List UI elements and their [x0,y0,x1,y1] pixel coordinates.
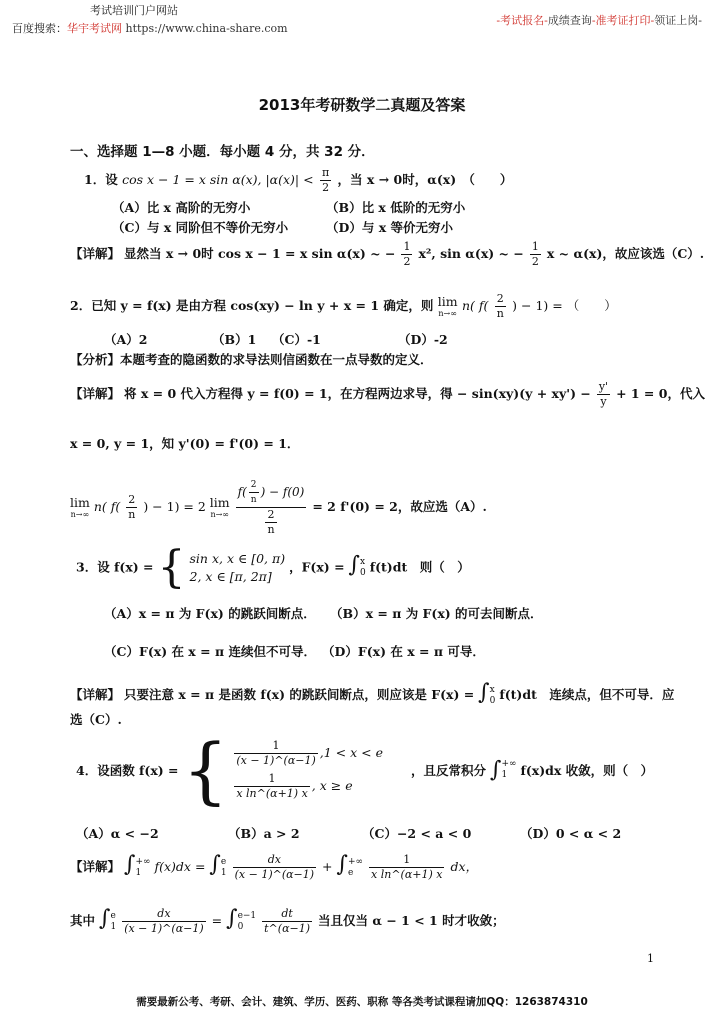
q3-option-a: （A）x = π 为 F(x) 的跳跃间断点． [104,606,316,621]
header-nav [496,12,702,28]
q2-stem: 2．已知 y = f(x) 是由方程 cos(xy) − ln y + x = 1 确定，则 lim n→∞ n( f( $\frac{2}{n}$ ) − 1) = （ ） [70,292,617,320]
q4-detail-where: 其中 ∫ e 1 $\frac{dx}{(x - 1)\^{}(\alpha-1)}$ = ∫ e−1 0 $\frac{dt}{t\^{}(\alpha-1)}$ 当且仅当 α − 1 < 1 时才收敛； [70,906,505,935]
q4-detail: 【详解】 ∫ +∞ 1 f(x)dx = ∫ e 1 $\frac{dx}{(x - 1)\^{}(\alpha-1)}$ + ∫ +∞ e $\frac{1}{\text{x ln\textasciicircum{}(α+1) x}}$ dx， [70,852,479,881]
q4-stem: 4．设函数 f(x) = { $\frac{1}{(x - 1)\^{}(\alpha-1)}$ ,1 < x < e $\frac{1}{\text{x ln\textasciicircum{}(α+1) x}}$ , x ≥ e ，且反常积分 ∫ +∞ 1 f(x)dx 收敛，则（ ） [76,728,654,812]
q2-option-d: （D）-2 [398,332,448,347]
q1-stem: 1．设 cos x − 1 = x sin α(x), |α(x)| < $\frac{\pi}{2}$ ，当 x → 0时，α(x) （ ） [84,166,513,194]
q2-detail: 【详解】 将 x = 0 代入方程得 y = f(0) = 1，在方程两边求导，得 − sin(xy)(y + xy') − $\frac{y'}{y}$ + 1 = 0，代入 [70,380,705,408]
nav-certificate[interactable]: 领证上岗- [654,14,702,27]
page-title: 2013年考研数学二真题及答案 [258,96,466,114]
q3-option-d: （D）F(x) 在 x = π 可导． [322,644,485,659]
brand-link[interactable]: 华宇考试网 [67,22,122,35]
section-heading: 一、选择题 1—8 小题．每小题 4 分，共 32 分． [70,144,375,160]
q4-option-a: （A）α < −2 [76,826,159,841]
nav-admission-print[interactable]: -准考证打印- [591,14,655,27]
q2-option-a: （A）2 [104,332,148,347]
page-number: 1 [647,952,654,965]
q3-stem: 3．设 f(x) = { sin x, x ∈ [0, π) 2, x ∈ [π, 2π] ，F(x) = ∫ x 0 f(t)dt 则（ ） [76,542,470,593]
site-url[interactable]: https://www.china-share.com [125,22,288,35]
header-search-line [12,20,288,36]
footer-notice: 需要最新公考、考研、会计、建筑、学历、医药、职称 等各类考试课程请加QQ：1263874310 [136,996,588,1008]
q2-detail-continue: x = 0, y = 1，知 y'(0) = f'(0) = 1． [70,436,300,451]
q4-option-d: （D）0 < α < 2 [520,826,622,841]
q1-option-c: （C）与 x 同阶但不等价无穷小 [112,220,289,235]
q3-detail: 【详解】 只要注意 x = π 是函数 f(x) 的跳跃间断点，则应该是 F(x) = ∫ x 0 f(t)dt 连续点，但不可导．应 [70,680,675,706]
nav-score-query[interactable]: 成绩查询 [547,14,592,27]
q2-calculation: lim n→∞ n( f( $\frac{2}{n}$ ) − 1) = 2 lim n→∞ f( $\frac{2}{n}$ ) − f(0) $\frac{2}{n}$ = 2 f'(0) = 2，故应选（A）. [70,480,487,536]
q4-option-c: （C）−2 < a < 0 [362,826,472,841]
q2-analysis: 【分析】本题考查的隐函数的求导法则信函数在一点导数的定义． [70,352,433,367]
q1-option-a: （A）比 x 高阶的无穷小 [112,200,251,215]
q1-option-b: （B）比 x 低阶的无穷小 [326,200,466,215]
q2-option-c: （C）-1 [272,332,321,347]
q3-option-c: （C）F(x) 在 x = π 连续但不可导． [104,644,316,659]
q1-option-d: （D）与 x 等价无穷小 [326,220,453,235]
search-label: 百度搜索： [12,22,67,35]
header-site-name: 考试培训门户网站 [90,4,178,17]
q3-detail-continue: 选（C）. [70,712,122,727]
q4-option-b: （B）a > 2 [228,826,300,841]
q1-detail: 【详解】 显然当 x → 0时 cos x − 1 = x sin α(x) ~ − $\frac{1}{2}$ x², sin α(x) ~ − $\frac{1}{2}$ x ~ α(x)，故应该选（C）. [70,240,705,268]
q3-option-b: （B）x = π 为 F(x) 的可去间断点． [330,606,543,621]
nav-exam-signup[interactable]: -考试报名- [496,14,548,27]
q2-option-b: （B）1 [212,332,257,347]
